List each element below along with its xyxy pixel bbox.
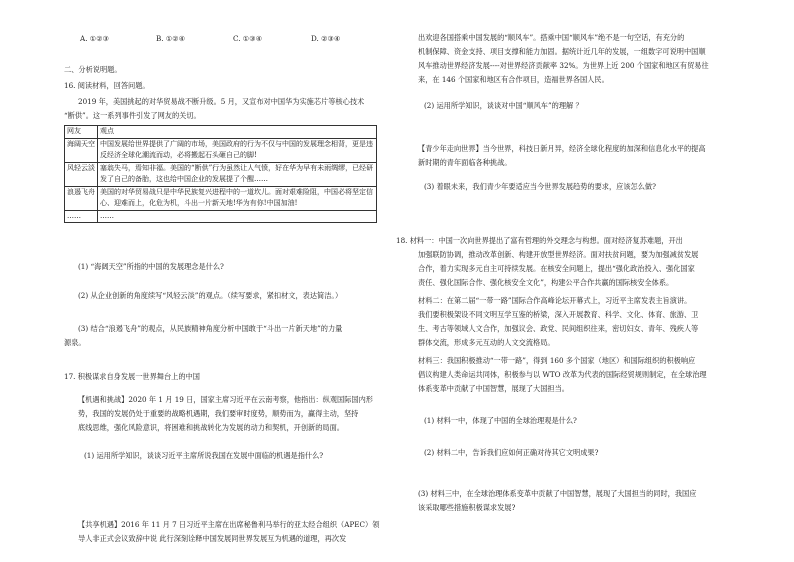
table-header-netizen: 网友 xyxy=(65,126,98,139)
q17-p1-line2: 势，我国的发展仍处于重要的战略机遇期，我们要审时度势，顺势而为，赢得主动，坚持 xyxy=(78,409,359,418)
q16-head: 16. 阅读材料，回答问题。 xyxy=(64,81,150,90)
netizen-name: 浪遏飞舟 xyxy=(65,186,98,210)
table-row xyxy=(65,186,377,210)
q17-sub2: (2) 运用所学知识，谈谈对中国“顺风车”的理解 ？ xyxy=(424,101,583,110)
option-d: D. ②③④ xyxy=(311,34,341,43)
table-row xyxy=(65,210,377,223)
q18-m1-line2: 加强联防协调，推动改革创新、构建开放型世界经济。面对扶贫问题，要为加强减贫发展 xyxy=(418,250,699,259)
q17-p1-line3: 底线思维，强化风险意识，将困难和挑战转化为发展的动力和契机，开创新的局面。 xyxy=(78,423,344,432)
q16-sub3-line1: (3) 结合“浪遏飞舟”的观点，从民族精神角度分析中国敢于“斗出一片新天地”的力量 xyxy=(78,324,343,333)
netizen-view: …… xyxy=(98,210,377,223)
q18-m1-line3: 合作，着力实现多元自主可持续发展。在核安全问题上，提出“强化政治投入、强化国家 xyxy=(418,264,695,273)
q17-p2-cont-line3: 风车推动世界经济发展----对世界经济贡献率 32%。为世界上近 200 个国家和地区有贸易往 xyxy=(418,61,709,70)
q17-p2-cont-line4: 来，在 146 个国家和地区有合作项目，造福世界各国人民。 xyxy=(418,75,609,84)
option-a: A. ①②③ xyxy=(80,34,110,43)
q18-sub3-line1: (3) 材料三中，在全球治理体系变革中贡献了中国智慧，展现了大国担当的同时，我国应 xyxy=(418,489,697,498)
netizen-name: …… xyxy=(65,210,98,223)
q18-m3-line3: 体系变革中贡献了中国智慧，展现了大国担当。 xyxy=(418,384,569,393)
q16-sub1: (1) “海阔天空”所指的中国的发展理念是什么? xyxy=(78,262,224,271)
q18-sub3-line2: 该采取哪些措施积极谋求发展? xyxy=(418,503,516,512)
table-row xyxy=(65,138,377,162)
table-header-row xyxy=(65,126,377,139)
netizen-view: 塞翁失马，焉知非福。美国的“断供”行为虽然让人气愤，好在华为早有未雨绸缪，已经研发了自己的备胎，这也给中国企业的发展提了个醒…… xyxy=(98,162,377,186)
q17-p2-cont-line1: 出欢迎各国搭乘中国发展的“顺风车”。搭乘中国“顺风车”绝不是一句空话，有充分的 xyxy=(418,33,685,42)
q18-m2-line3: 生、考古等领域人文合作，加强议会、政党、民间组织往来，密切妇女、青年、残疾人等 xyxy=(418,324,699,333)
q17-p3-line1: 【青少年走向世界】当今世界，科技日新月异，经济全球化程度的加深和信息化水平的提高 xyxy=(418,144,706,153)
q17-p2-line2: 导人非正式会议致辞中说 此行深刻诠释中国发展同世界发展互为机遇的道理，再次发 xyxy=(78,534,347,543)
option-b: B. ①②④ xyxy=(156,34,186,43)
q18-sub1: (1) 材料一中，体现了中国的全球治理观是什么? xyxy=(424,416,577,425)
q18-m3-line1: 材料三：我国积极推动“一带一路”，得到 160 多个国家（地区）和国际组织的积极响应 xyxy=(418,356,696,365)
q17-p2-line1: 【共享机遇】2016 年 11 月 7 日习近平主席在出席秘鲁利马举行的亚太经合组织（APEC）领 xyxy=(78,520,380,529)
q18-m1-line4: 责任、强化国际合作、强化核安全文化”，构建公平合作共赢的国际核安全体系。 xyxy=(418,278,674,287)
table-header-view: 观点 xyxy=(98,126,377,139)
q17-p3-line2: 新时期的青年面临各种挑战。 xyxy=(418,158,512,167)
q17-p1-line1: 【机遇和挑战】2020 年 1 月 19 日，国家主席习近平在云南考察，他指出：纵观国际国内形 xyxy=(78,395,374,404)
q16-intro-line1: 2019 年，美国挑起的对华贸易战不断升级。5 月，又宣布对中国华为实施芯片等核心技术 xyxy=(78,97,365,106)
q17-head: 17. 积极谋求自身发展一世界舞台上的中国 xyxy=(64,372,200,381)
q16-intro-line2: “断供”。这一系列事件引发了网友的关切。 xyxy=(64,111,201,120)
q18-sub2: (2) 材料二中，告诉我们应如何正确对待其它文明成果? xyxy=(424,448,599,457)
netizen-name: 风轻云淡 xyxy=(65,162,98,186)
section-title: 二、分析说明题。 xyxy=(64,65,122,74)
netizen-view: 美国的对华贸易战只是中华民族复兴进程中的一道坎儿。面对艰难险阻，中国必将坚定信心、迎难而上，化危为机，斗出一片新天地!华为有你!中国加油! xyxy=(98,186,377,210)
q18-m2-line2: 我们要积极架设不同文明互学互鉴的桥梁，深入开展教育、科学、文化、体育、旅游、卫 xyxy=(418,310,699,319)
q18-m2-line1: 材料二：在第二届“一带一路”国际合作高峰论坛开幕式上，习近平主席发表主旨演讲。 xyxy=(418,296,692,305)
q17-p2-cont-line2: 机制保障、资金支持、项目支撑和能力加固。据统计近几年的发展，一组数字可说明中国顺 xyxy=(418,47,706,56)
q18-m2-line4: 群体交流，形成多元互动的人文交流格局。 xyxy=(418,338,555,347)
q18-m1-line1: 18. 材料一：中国一次向世界提出了富有哲理的外交理念与构想。面对经济复苏难题，开出 xyxy=(396,236,683,245)
option-c: C. ①③④ xyxy=(233,34,263,43)
q18-m3-line2: 倡议构建人类命运共同体，积极参与以 WTO 改革为代表的国际经贸规则制定，在全球治理 xyxy=(418,370,707,379)
q16-sub3-line2: 源泉。 xyxy=(64,338,86,347)
netizen-view: 中国发展给世界提供了广阔的市场，美国政府的行为不仅与中国的发展理念相背，更是违反经济全球化潮流而动，必将搬起石头砸自己的脚! xyxy=(98,138,377,162)
table-row xyxy=(65,162,377,186)
q17-sub3: (3) 着眼未来，我们青少年要适应当今世界发展趋势的要求，应该怎么做? xyxy=(424,182,656,191)
q17-sub1: (1) 运用所学知识，谈谈习近平主席所说我国在发展中面临的机遇是指什么? xyxy=(84,451,324,460)
netizen-name: 海阔天空 xyxy=(65,138,98,162)
netizen-views-table xyxy=(64,125,377,223)
q16-sub2: (2) 从企业创新的角度续写“风轻云淡”的观点。（续写要求，紧扣材文，表达简洁。） xyxy=(78,291,343,300)
